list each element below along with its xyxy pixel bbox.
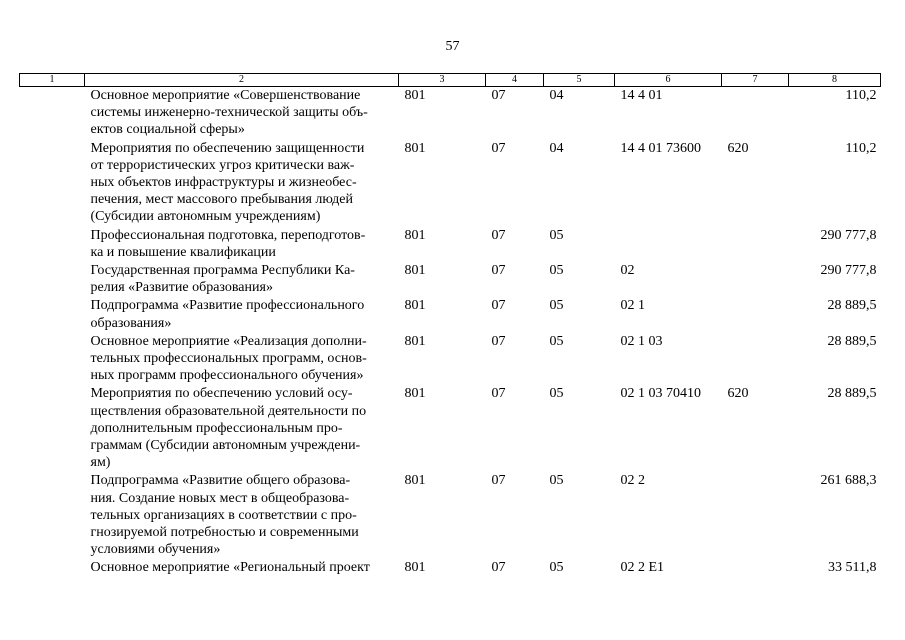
- row-name-line: ям): [90, 455, 111, 471]
- expense-type-cell: [722, 297, 789, 332]
- column-header-5: 5: [544, 74, 615, 87]
- expense-type-cell: [722, 559, 789, 577]
- row-name-line: (Субсидии автономным учреждениям): [90, 209, 321, 225]
- table-row: [20, 472, 881, 559]
- row-name-cell: [85, 472, 399, 559]
- target-article-cell: 02 1: [620, 298, 645, 314]
- column-header-3: 3: [399, 74, 486, 87]
- row-number-cell: [20, 297, 85, 332]
- subsection-cell: 04: [549, 140, 564, 156]
- row-name-line: Государственная программа Республики Ка-: [90, 263, 355, 279]
- table-row: [20, 227, 881, 262]
- column-header-4: 4: [486, 74, 544, 87]
- subsection-cell: 05: [549, 298, 564, 314]
- row-number-cell: [20, 333, 85, 386]
- row-name-cell: [85, 87, 399, 140]
- row-name-line: дополнительным профессиональным про-: [90, 420, 343, 436]
- table-row: [20, 333, 881, 386]
- table-row: [20, 262, 881, 297]
- row-number-cell: [20, 385, 85, 472]
- section-cell: 07: [491, 386, 506, 402]
- column-header-6: 6: [615, 74, 722, 87]
- row-name-line: тельных профессиональных программ, основ-: [90, 351, 367, 367]
- row-name-cell: [85, 227, 399, 262]
- table-row: [20, 559, 881, 577]
- row-number-cell: [20, 262, 85, 297]
- expense-type-cell: [722, 262, 789, 297]
- expense-type-cell: [722, 87, 789, 140]
- row-name-cell: [85, 559, 399, 577]
- row-number-cell: [20, 227, 85, 262]
- section-cell: 07: [491, 298, 506, 314]
- section-cell: 07: [491, 227, 506, 243]
- section-cell: 07: [491, 263, 506, 279]
- section-cell: 07: [491, 333, 506, 349]
- subsection-cell: 05: [549, 333, 564, 349]
- row-name-line: ных программ профессионального обучения»: [90, 368, 364, 384]
- grbs-cell: 801: [404, 560, 426, 576]
- row-name-cell: [85, 262, 399, 297]
- row-name-line: Основное мероприятие «Реализация дополни-: [90, 333, 367, 349]
- target-article-cell: 02 2: [620, 473, 645, 489]
- target-article-cell: 14 4 01: [620, 88, 663, 103]
- amount-cell: 110,2: [845, 140, 877, 156]
- expense-type-cell: [722, 472, 789, 559]
- section-cell: 07: [491, 88, 506, 103]
- row-name-line: Основное мероприятие «Региональный проект: [90, 560, 370, 576]
- row-name-line: системы инженерно-технической защиты объ-: [90, 105, 368, 121]
- grbs-cell: 801: [404, 473, 426, 489]
- grbs-cell: 801: [404, 140, 426, 156]
- table-header-row: [20, 74, 881, 87]
- row-name-line: Основное мероприятие «Совершенствование: [90, 88, 361, 103]
- subsection-cell: 05: [549, 386, 564, 402]
- subsection-cell: 05: [549, 263, 564, 279]
- row-name-cell: [85, 140, 399, 227]
- row-name-cell: [85, 297, 399, 332]
- target-article-cell: 02 1 03: [620, 333, 663, 349]
- row-name-line: ществления образовательной деятельности по: [90, 403, 367, 419]
- target-article-cell: 02 1 03 70410: [620, 386, 701, 402]
- budget-table: [19, 73, 881, 578]
- amount-cell: 290 777,8: [820, 263, 877, 279]
- row-name-line: Мероприятия по обеспечению защищенности: [90, 140, 365, 156]
- column-header-7: 7: [722, 74, 789, 87]
- row-number-cell: [20, 87, 85, 140]
- subsection-cell: 05: [549, 473, 564, 489]
- row-name-line: граммам (Субсидии автономным учреждени-: [90, 438, 361, 454]
- grbs-cell: 801: [404, 386, 426, 402]
- amount-cell: 110,2: [845, 88, 877, 103]
- column-header-1: 1: [20, 74, 85, 87]
- row-name-line: ка и повышение квалификации: [90, 244, 276, 260]
- row-number-cell: [20, 472, 85, 559]
- section-cell: 07: [491, 560, 506, 576]
- amount-cell: 28 889,5: [827, 298, 877, 314]
- grbs-cell: 801: [404, 298, 426, 314]
- expense-type-cell: [722, 227, 789, 262]
- row-name-line: условиями обучения»: [90, 542, 221, 558]
- row-name-line: релия «Развитие образования»: [90, 280, 273, 296]
- row-name-line: Подпрограмма «Развитие общего образова-: [90, 473, 351, 489]
- amount-cell: 28 889,5: [827, 333, 877, 349]
- target-article-cell: [615, 227, 722, 262]
- amount-cell: 28 889,5: [827, 386, 877, 402]
- table-row: [20, 140, 881, 227]
- subsection-cell: 05: [549, 560, 564, 576]
- row-name-line: Подпрограмма «Развитие профессионального: [90, 298, 365, 314]
- grbs-cell: 801: [404, 88, 426, 103]
- grbs-cell: 801: [404, 263, 426, 279]
- target-article-cell: 14 4 01 73600: [620, 140, 701, 156]
- row-name-line: Мероприятия по обеспечению условий осу-: [90, 386, 353, 402]
- target-article-cell: 02 2 E1: [620, 560, 665, 576]
- amount-cell: 290 777,8: [820, 227, 877, 243]
- table-row: [20, 385, 881, 472]
- table-row: [20, 297, 881, 332]
- amount-cell: 261 688,3: [820, 473, 877, 489]
- row-name-line: печения, мест массового пребывания людей: [90, 192, 353, 208]
- row-name-line: Профессиональная подготовка, переподготов-: [90, 227, 366, 243]
- row-name-line: ных объектов инфраструктуры и жизнеобес-: [90, 175, 357, 191]
- table-row: [20, 87, 881, 140]
- page-number: 57: [445, 39, 460, 54]
- column-header-8: 8: [789, 74, 881, 87]
- row-name-line: ектов социальной сферы»: [90, 122, 245, 138]
- row-name-line: ния. Создание новых мест в общеобразова-: [90, 490, 350, 506]
- column-header-2: 2: [85, 74, 399, 87]
- section-cell: 07: [491, 473, 506, 489]
- row-number-cell: [20, 559, 85, 577]
- grbs-cell: 801: [404, 333, 426, 349]
- section-cell: 07: [491, 140, 506, 156]
- subsection-cell: 04: [549, 88, 564, 103]
- row-name-line: гнозируемой потребностью и современными: [90, 525, 359, 541]
- grbs-cell: 801: [404, 227, 426, 243]
- target-article-cell: 02: [620, 263, 635, 279]
- expense-type-cell: 620: [727, 386, 749, 402]
- row-name-line: образования»: [90, 315, 172, 331]
- row-name-cell: [85, 385, 399, 472]
- row-name-line: от террористических угроз критически важ-: [90, 157, 355, 173]
- row-name-line: тельных организациях в соответствии с про-: [90, 507, 357, 523]
- subsection-cell: 05: [549, 227, 564, 243]
- row-number-cell: [20, 140, 85, 227]
- table-body: [20, 87, 881, 578]
- row-name-cell: [85, 333, 399, 386]
- expense-type-cell: 620: [727, 140, 749, 156]
- amount-cell: 33 511,8: [828, 560, 877, 576]
- expense-type-cell: [722, 333, 789, 386]
